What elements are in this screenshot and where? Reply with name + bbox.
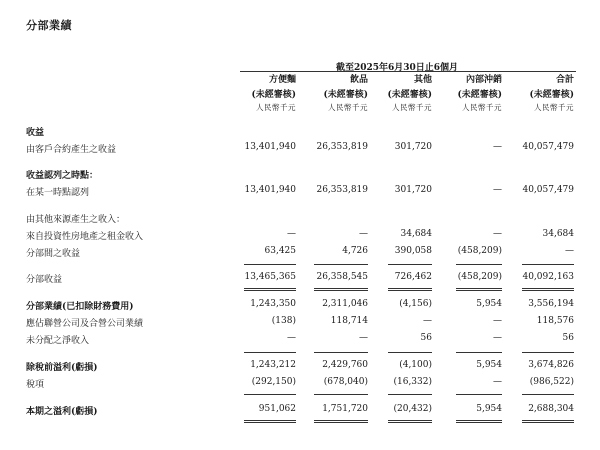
double-underline [456, 288, 502, 291]
table-cell: — [493, 316, 502, 326]
table-cell: — [287, 333, 296, 343]
table-cell: 2,688,304 [528, 404, 574, 414]
table-cell: — [493, 185, 502, 195]
double-underline [244, 420, 296, 423]
column-header-total: 合計 [555, 75, 574, 85]
table-cell: — [493, 333, 502, 343]
subtotal-rule [522, 394, 574, 395]
column-audit-note: (未經審核) [387, 90, 432, 100]
subtotal-rule [314, 352, 368, 353]
table-cell: 2,311,046 [322, 299, 368, 309]
column-audit-note: (未經審核) [529, 90, 574, 100]
double-underline [314, 420, 368, 423]
row-label: 分部收益 [26, 275, 63, 285]
subtotal-rule [456, 264, 502, 265]
subtotal-rule [244, 264, 296, 265]
table-cell: 1,751,720 [322, 404, 368, 414]
double-underline [314, 288, 368, 291]
double-underline [244, 288, 296, 291]
table-cell: (20,432) [393, 404, 432, 414]
table-cell: 56 [562, 333, 574, 343]
table-cell: 13,465,365 [244, 272, 296, 282]
table-cell: 1,243,350 [250, 299, 296, 309]
table-cell: 5,954 [476, 299, 502, 309]
subtotal-rule [456, 394, 502, 395]
table-cell: 40,057,479 [522, 142, 574, 152]
table-cell: (4,156) [399, 299, 432, 309]
row-label: 由客戶合約產生之收益 [26, 145, 117, 155]
row-label: 應佔聯營公司及合營公司業績 [26, 319, 144, 329]
table-cell: 118,576 [536, 316, 574, 326]
table-cell: 3,674,826 [528, 360, 574, 370]
row-label: 收益 [26, 128, 45, 138]
table-cell: (458,209) [457, 272, 502, 282]
table-cell: 26,353,819 [316, 142, 368, 152]
table-cell: — [423, 316, 432, 326]
column-audit-note: (未經審核) [323, 90, 368, 100]
double-underline [388, 288, 432, 291]
column-header-noodles: 方便麵 [268, 75, 296, 85]
row-label: 來自投資性房地產之租金收入 [26, 232, 144, 242]
column-header-eliminations: 內部沖銷 [465, 75, 502, 85]
table-cell: 301,720 [394, 185, 432, 195]
table-cell: 951,062 [258, 404, 296, 414]
table-cell: 13,401,940 [244, 142, 296, 152]
table-cell: 56 [420, 333, 432, 343]
table-cell: 40,092,163 [522, 272, 574, 282]
table-cell: 5,954 [476, 360, 502, 370]
column-header-others: 其他 [413, 75, 432, 85]
table-cell: 118,714 [330, 316, 368, 326]
row-label: 由其他來源產生之收入： [26, 215, 126, 225]
page-title: 分部業績 [26, 19, 72, 32]
table-cell: — [493, 377, 502, 387]
row-label: 除稅前溢利(虧損) [26, 363, 98, 373]
row-label: 未分配之淨收入 [26, 336, 90, 346]
row-label: 分部間之收益 [26, 249, 81, 259]
row-label: 收益認列之時點： [26, 171, 99, 181]
subtotal-rule [388, 264, 432, 265]
table-cell: — [493, 229, 502, 239]
table-cell: (4,100) [399, 360, 432, 370]
table-cell: 34,684 [400, 229, 432, 239]
table-cell: 13,401,940 [244, 185, 296, 195]
table-cell: 40,057,479 [522, 185, 574, 195]
table-cell: 5,954 [476, 404, 502, 414]
subtotal-rule [388, 352, 432, 353]
table-cell: 390,058 [394, 246, 432, 256]
column-unit: 人民幣千元 [328, 103, 368, 112]
table-cell: 726,462 [394, 272, 432, 282]
table-cell: — [565, 246, 574, 256]
table-cell: (16,332) [393, 377, 432, 387]
double-underline [456, 420, 502, 423]
subtotal-rule [314, 394, 368, 395]
column-unit: 人民幣千元 [534, 103, 574, 112]
table-cell: 3,556,194 [528, 299, 574, 309]
subtotal-rule [456, 352, 502, 353]
subtotal-rule [314, 264, 368, 265]
table-cell: (458,209) [457, 246, 502, 256]
subtotal-rule [522, 264, 574, 265]
period-header: 截至2025年6月30日止6個月 [335, 63, 459, 73]
table-cell: — [493, 142, 502, 152]
column-unit: 人民幣千元 [462, 103, 502, 112]
table-cell: (138) [271, 316, 296, 326]
table-cell: — [287, 229, 296, 239]
table-cell: 26,358,545 [316, 272, 368, 282]
table-cell: 34,684 [542, 229, 574, 239]
subtotal-rule [244, 394, 296, 395]
column-header-beverages: 飲品 [349, 75, 368, 85]
column-audit-note: (未經審核) [251, 90, 296, 100]
subtotal-rule [522, 352, 574, 353]
row-label: 稅項 [26, 380, 45, 390]
table-cell: 301,720 [394, 142, 432, 152]
table-cell: 4,726 [342, 246, 368, 256]
table-cell: 26,353,819 [316, 185, 368, 195]
table-cell: (678,040) [323, 377, 368, 387]
double-underline [388, 420, 432, 423]
column-unit: 人民幣千元 [256, 103, 296, 112]
column-unit: 人民幣千元 [392, 103, 432, 112]
row-label: 本期之溢利(虧損) [26, 407, 98, 417]
row-label: 在某一時點認列 [26, 188, 90, 198]
table-cell: 1,243,212 [250, 360, 296, 370]
subtotal-rule [388, 394, 432, 395]
column-audit-note: (未經審核) [457, 90, 502, 100]
table-cell: — [359, 229, 368, 239]
double-underline [522, 420, 574, 423]
table-cell: 2,429,760 [322, 360, 368, 370]
row-label: 分部業績(已扣除財務費用) [26, 302, 134, 312]
table-cell: (292,150) [251, 377, 296, 387]
table-cell: — [359, 333, 368, 343]
subtotal-rule [244, 352, 296, 353]
table-cell: 63,425 [264, 246, 296, 256]
double-underline [522, 288, 574, 291]
table-cell: (986,522) [529, 377, 574, 387]
